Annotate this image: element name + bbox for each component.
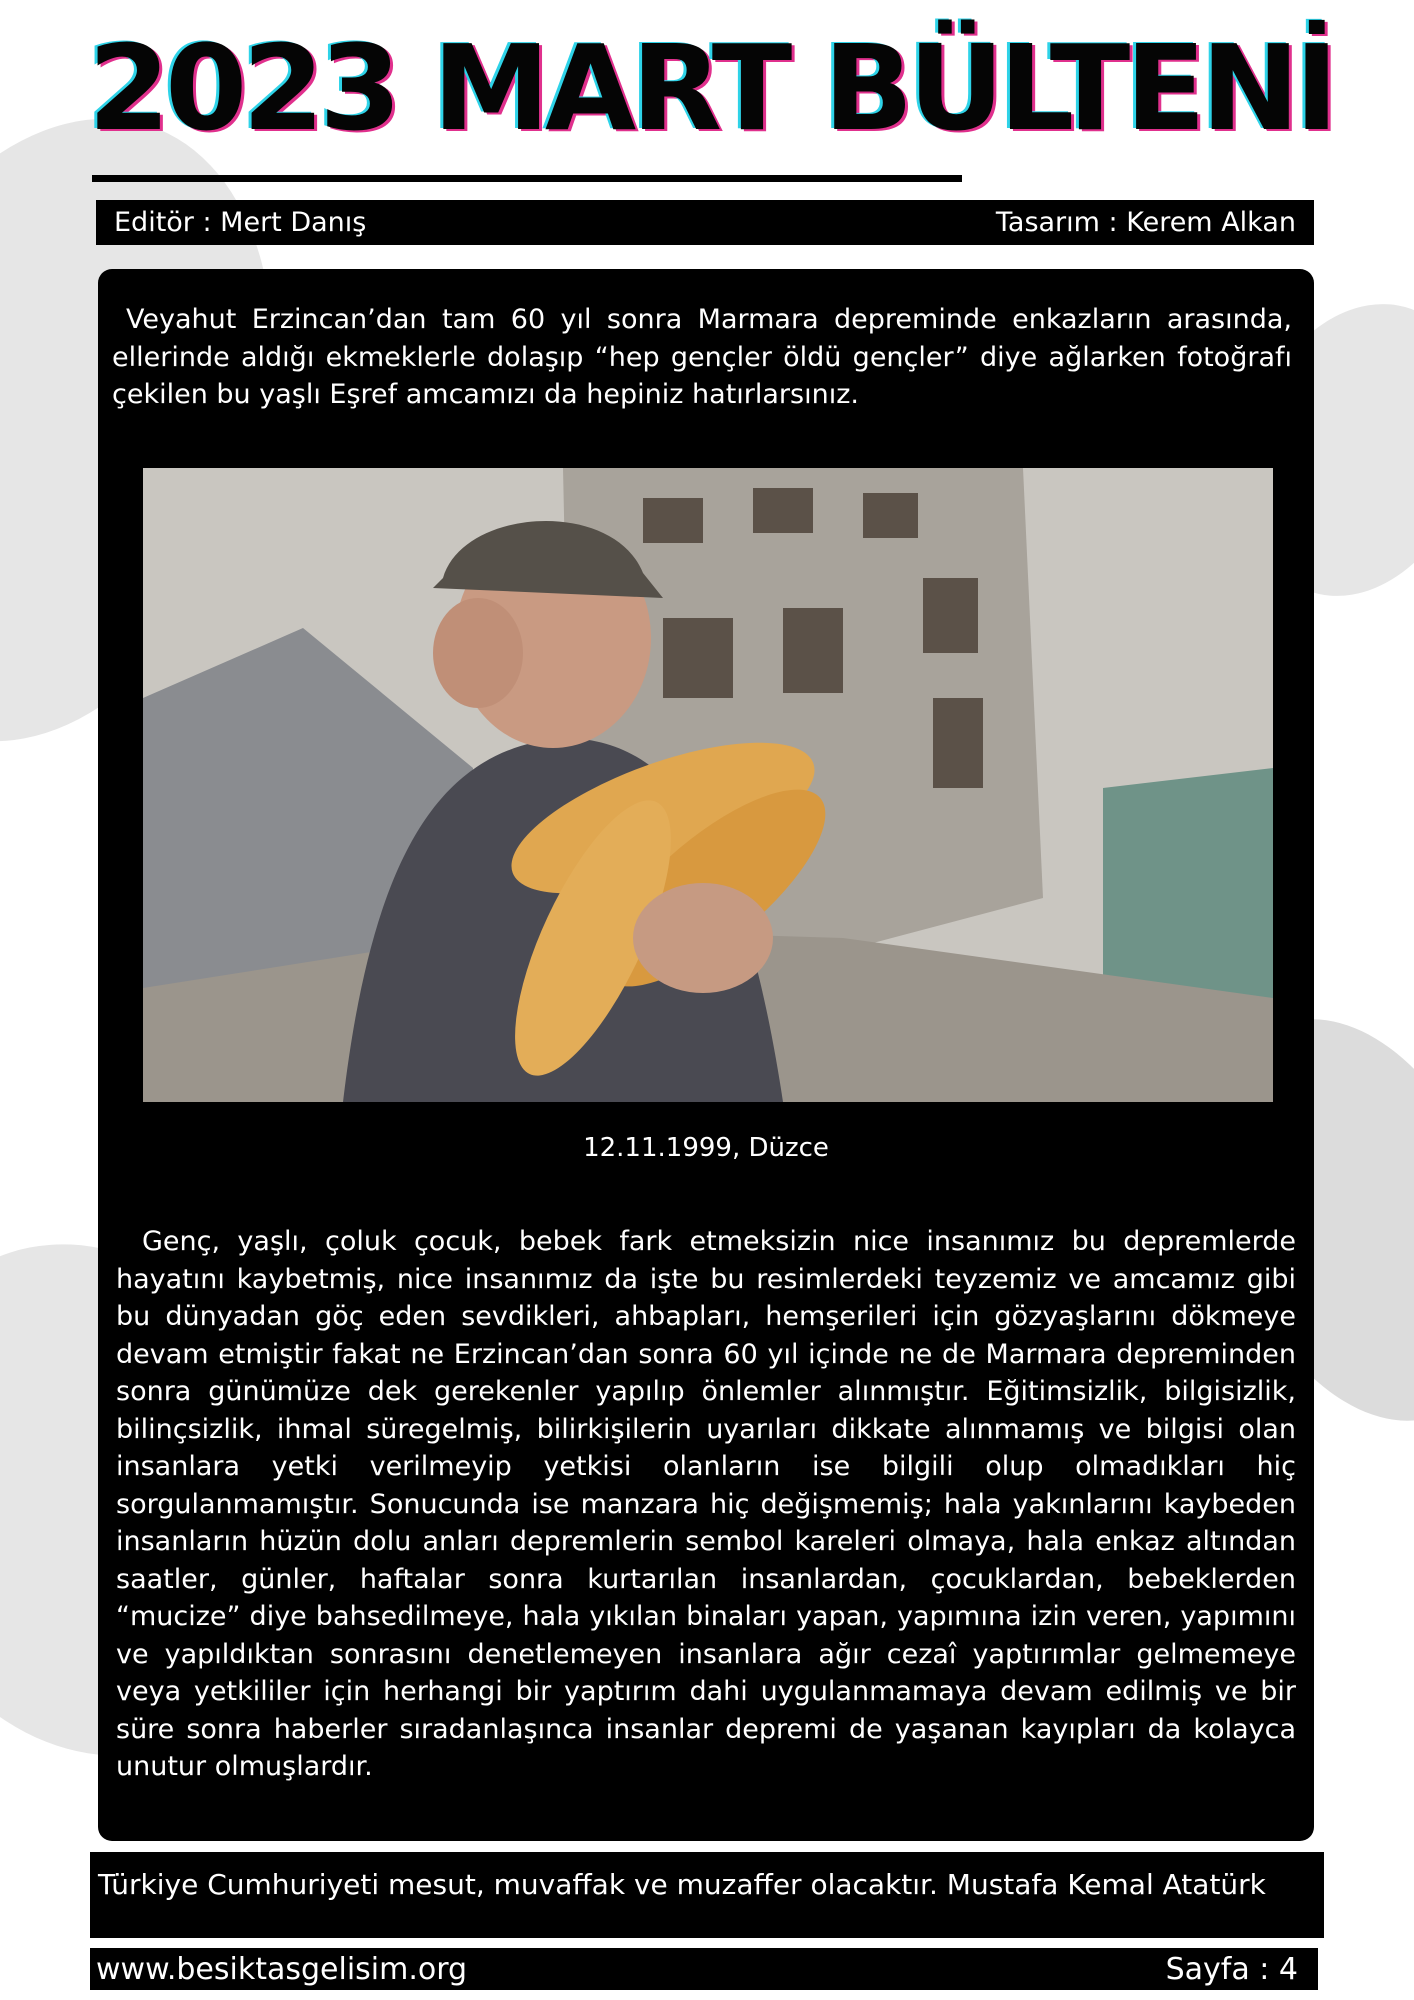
ataturk-quote: Türkiye Cumhuriyeti mesut, muvaffak ve muzaffer olacaktır. Mustafa Kemal Atatürk [98,1868,1266,1901]
page-title: 2023 MART BÜLTENİ [88,19,1334,157]
editor-credit: Editör : Mert Danış [114,207,367,238]
footer-bar [90,1948,1318,1990]
article-panel [98,269,1314,1841]
quote-bar [90,1852,1324,1938]
title-underline [92,175,962,182]
article-body: Genç, yaşlı, çoluk çocuk, bebek fark etmeksizin nice insanımız bu depremlerde hayatını kaybetmiş, nice insanımız da işte bu resimlerdeki teyzemiz ve amcamız gibi bu dünyadan göç eden sevdikleri, ahbapları, hemşerileri için gözyaşlarını dökmeye devam etmiştir fakat ne Erzincan’dan sonra 60 yıl içinde ne de Marmara depreminden sonra günümüze dek gerekenler yapılıp önlemler alınmıştır. Eğitimsizlik, bilgisizlik, bilinçsizlik, ihmal süregelmiş, bilirkişilerin uyarıları dikkate alınmamış ve bilgisi olan insanlara yetki verilmeyip yetkisi olanların ise bilgili olup olmadıkları hiç sorgulanmamıştır. Sonucunda ise manzara hiç değişmemiş; hala yakınlarını kaybeden insanların hüzün dolu anları depremlerin sembol kareleri olmaya, hala enkaz altından saatler, günler, haftalar sonra kurtarılan insanlardan, çocuklardan, bebeklerden “mucize” diye bahsedilmeye, hala yıkılan binaları yapan, yapımına izin veren, yapımını ve yapıldıktan sonrasını denetlemeyen insanlara ağır cezaî yaptırımlar gelmemeye veya yetkililer için herhangi bir yaptırım dahi uygulanmamaya devam edilmiş ve bir süre sonra haberler sıradanlaşınca insanlar depremi de yaşanan kayıpları da kolayca unutur olmuşlardır. [116,1226,1296,1782]
page-number: Sayfa : 4 [1165,1951,1298,1987]
earthquake-photo-illustration [143,468,1273,1102]
designer-credit: Tasarım : Kerem Alkan [995,207,1296,238]
photo-caption: 12.11.1999, Düzce [583,1133,829,1163]
credits-bar [96,200,1314,245]
earthquake-photo [143,468,1273,1102]
article-intro: Veyahut Erzincan’dan tam 60 yıl sonra Marmara depreminde enkazların arasında, ellerinde aldığı ekmeklerle dolaşıp “hep gençler öldü gençler” diye ağlarken fotoğrafı çekilen bu yaşlı Eşref amcamızı da hepiniz hatırlarsınız. [112,304,1292,410]
website-link[interactable]: www.besiktasgelisim.org [96,1951,468,1987]
